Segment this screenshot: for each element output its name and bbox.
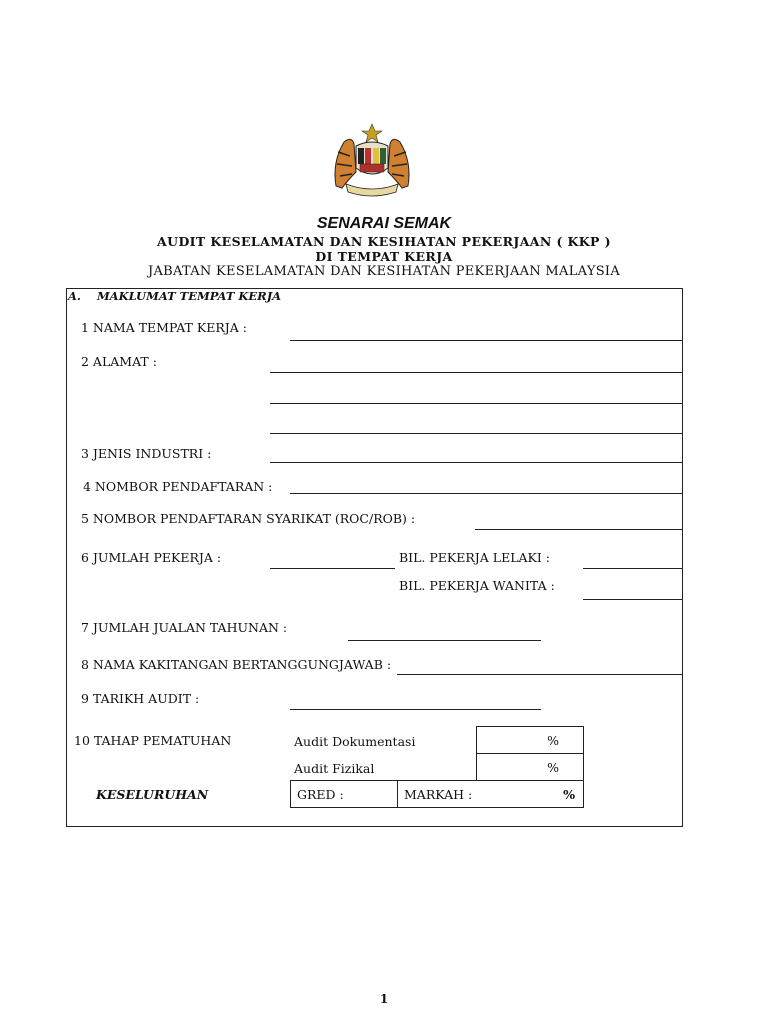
field-line-jumlah-pekerja[interactable] — [270, 568, 395, 569]
audit-dokumentasi-input[interactable] — [476, 726, 584, 754]
document-subtitle-location: DI TEMPAT KERJA — [315, 249, 453, 264]
field-label-jualan-tahunan: 7 JUMLAH JUALAN TAHUNAN : — [81, 620, 288, 635]
gred-label: GRED : — [297, 787, 344, 802]
field-label-jumlah-pekerja: 6 JUMLAH PEKERJA : — [81, 550, 222, 565]
field-line-nombor-syarikat[interactable] — [475, 529, 682, 530]
document-title: SENARAI SEMAK — [316, 215, 452, 232]
field-line-alamat-2[interactable] — [270, 403, 682, 404]
field-label-nombor-syarikat: 5 NOMBOR PENDAFTARAN SYARIKAT (ROC/ROB) : — [81, 511, 416, 526]
markah-input[interactable] — [397, 780, 584, 808]
field-line-nombor-pendaftaran[interactable] — [290, 493, 682, 494]
field-label-nama-tempat-kerja: 1 NAMA TEMPAT KERJA : — [81, 320, 247, 335]
field-label-pekerja-lelaki: BIL. PEKERJA LELAKI : — [399, 550, 551, 565]
field-line-alamat-1[interactable] — [270, 372, 682, 373]
field-label-tahap-pematuhan: 10 TAHAP PEMATUHAN — [74, 733, 232, 748]
percent-sign: % — [547, 733, 559, 748]
field-line-kakitangan[interactable] — [397, 674, 682, 675]
audit-fizikal-label: Audit Fizikal — [294, 761, 375, 776]
field-line-jualan-tahunan[interactable] — [348, 640, 541, 641]
section-title: MAKLUMAT TEMPAT KERJA — [96, 289, 282, 303]
audit-fizikal-input[interactable] — [476, 753, 584, 781]
page-number: 1 — [379, 992, 389, 1006]
percent-sign: % — [547, 760, 559, 775]
field-label-nombor-pendaftaran: 4 NOMBOR PENDAFTARAN : — [83, 479, 273, 494]
keseluruhan-label: KESELURUHAN — [96, 787, 209, 802]
field-line-pekerja-wanita[interactable] — [583, 599, 682, 600]
field-label-jenis-industri: 3 JENIS INDUSTRI : — [81, 446, 212, 461]
field-label-alamat: 2 ALAMAT : — [81, 354, 157, 369]
document-subtitle: AUDIT KESELAMATAN DAN KESIHATAN PEKERJAAN ( KKP ) — [157, 234, 611, 249]
section-heading — [68, 289, 281, 303]
field-line-alamat-3[interactable] — [270, 433, 682, 434]
section-letter: A. — [68, 289, 81, 303]
field-line-tarikh-audit[interactable] — [290, 709, 541, 710]
gred-input[interactable] — [290, 780, 398, 808]
coat-of-arms-logo — [322, 122, 422, 200]
field-label-pekerja-wanita: BIL. PEKERJA WANITA : — [399, 578, 555, 593]
field-label-tarikh-audit: 9 TARIKH AUDIT : — [81, 691, 200, 706]
percent-sign: % — [563, 787, 575, 802]
field-label-kakitangan: 8 NAMA KAKITANGAN BERTANGGUNGJAWAB : — [81, 657, 392, 672]
field-line-nama-tempat-kerja[interactable] — [290, 340, 682, 341]
department-name: JABATAN KESELAMATAN DAN KESIHATAN PEKERJAAN MALAYSIA — [147, 264, 621, 279]
markah-label: MARKAH : — [404, 787, 473, 802]
field-line-pekerja-lelaki[interactable] — [583, 568, 682, 569]
field-line-jenis-industri[interactable] — [270, 462, 682, 463]
audit-dokumentasi-label: Audit Dokumentasi — [294, 734, 416, 749]
